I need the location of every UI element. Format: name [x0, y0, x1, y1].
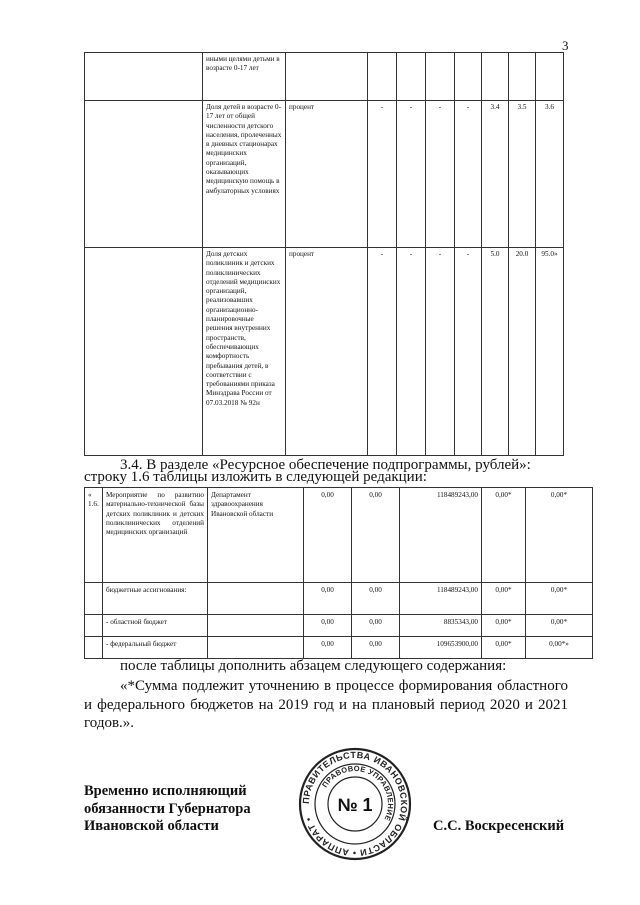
- unit-cell: процент: [286, 248, 368, 456]
- signatory-name: С.С. Воскресенский: [433, 818, 565, 834]
- table-row: [85, 488, 593, 583]
- section-heading-line2: строку 1.6 таблицы изложить в следующей редакции:: [84, 469, 427, 485]
- empty-cell: [85, 637, 103, 659]
- value-cell: 0,00: [304, 637, 352, 659]
- unit-cell: [286, 53, 368, 101]
- table-row: [85, 248, 564, 456]
- position-line: Временно исполняющий: [84, 783, 247, 799]
- value-cell: 118489243,00: [400, 488, 482, 583]
- value-cell: [482, 53, 509, 101]
- value-cell: 109653900,00: [400, 637, 482, 659]
- section-heading: 3.4. В разделе «Ресурсное обеспечение подпрограммы, рублей»:: [120, 457, 531, 473]
- value-cell: 0,00: [304, 583, 352, 615]
- value-cell: 0,00: [352, 488, 400, 583]
- empty-cell: [208, 615, 304, 637]
- seal-number: № 1: [337, 795, 373, 815]
- value-cell: 95.0»: [536, 248, 564, 456]
- value-cell: 3.4: [482, 101, 509, 248]
- empty-cell: [208, 583, 304, 615]
- unit-cell: процент: [286, 101, 368, 248]
- indicators-table: [84, 52, 564, 456]
- value-cell: 0,00: [352, 637, 400, 659]
- value-cell: 0,00*: [526, 583, 593, 615]
- table-row: [85, 583, 593, 615]
- value-cell: 0,00*»: [526, 637, 593, 659]
- indicator-cell: иными целями детьми в возрасте 0-17 лет: [203, 53, 286, 101]
- table-row: [85, 53, 564, 101]
- measure-cell: Мероприятие по развитию материально-технической базы детских поликлиник и детских поликлинических отделений медицинских организаций: [103, 488, 208, 583]
- value-cell: 0,00*: [526, 488, 593, 583]
- empty-cell: [85, 248, 203, 456]
- value-cell: 5.0: [482, 248, 509, 456]
- table-row: [85, 101, 564, 248]
- official-seal: [298, 747, 412, 861]
- value-cell: 0,00*: [482, 583, 526, 615]
- value-cell: [397, 53, 426, 101]
- value-cell: 0,00*: [526, 615, 593, 637]
- value-cell: 0,00: [352, 615, 400, 637]
- value-cell: [509, 53, 536, 101]
- value-cell: 3.5: [509, 101, 536, 248]
- after-table-instruction: после таблицы дополнить абзацем следующего содержания:: [120, 658, 507, 674]
- value-cell: -: [426, 101, 455, 248]
- value-cell: 0,00*: [482, 488, 526, 583]
- value-cell: -: [397, 101, 426, 248]
- seal-inner-text: ПРАВОВОЕ УПРАВЛЕНИЕ: [320, 763, 396, 823]
- signature-position: [84, 783, 251, 836]
- indicator-cell: Доля детей в возрасте 0-17 лет от общей численности детского населения, пролеченных в дневных стационарах медицинских организаций, оказывающих медицинскую помощь в амбулаторных условиях: [203, 101, 286, 248]
- table-row: [85, 637, 593, 659]
- position-line: Ивановской области: [84, 818, 219, 834]
- value-cell: -: [426, 248, 455, 456]
- empty-cell: [85, 583, 103, 615]
- empty-cell: [85, 615, 103, 637]
- footnote-paragraph: «*Сумма подлежит уточнению в процессе формирования областного и федерального бюджетов на 2019 год и на плановый период 2020 и 2021 годов.».: [84, 678, 568, 731]
- row-number-cell: « 1.6.: [85, 488, 103, 583]
- page-number: 3: [562, 38, 569, 53]
- seal-outer-text: ПРАВИТЕЛЬСТВА ИВАНОВСКОЙ ОБЛАСТИ • АППАРАТ •: [300, 749, 410, 859]
- value-cell: 0,00*: [482, 637, 526, 659]
- value-cell: [455, 53, 482, 101]
- value-cell: 0,00: [304, 615, 352, 637]
- value-cell: 20.0: [509, 248, 536, 456]
- empty-cell: [85, 53, 203, 101]
- sub-row-label: - федеральный бюджет: [103, 637, 208, 659]
- position-line: обязанности Губернатора: [84, 800, 251, 817]
- value-cell: 0,00: [304, 488, 352, 583]
- value-cell: 0,00*: [482, 615, 526, 637]
- value-cell: -: [455, 248, 482, 456]
- empty-cell: [85, 101, 203, 248]
- value-cell: 118489243,00: [400, 583, 482, 615]
- table-row: [85, 615, 593, 637]
- value-cell: 3.6: [536, 101, 564, 248]
- value-cell: 0,00: [352, 583, 400, 615]
- value-cell: -: [455, 101, 482, 248]
- value-cell: -: [368, 248, 397, 456]
- empty-cell: [208, 637, 304, 659]
- sub-row-label: - областной бюджет: [103, 615, 208, 637]
- value-cell: [368, 53, 397, 101]
- value-cell: -: [368, 101, 397, 248]
- value-cell: [426, 53, 455, 101]
- value-cell: [536, 53, 564, 101]
- indicator-cell: Доля детских поликлиник и детских поликлинических отделений медицинских организаций, реализовавших организационно-планировочные решения внутренних пространств, обеспечивающих комфортность пребывания детей, в соответствии с требованиями приказа Минздрава России от 07.03.2018 № 92н: [203, 248, 286, 456]
- sub-row-label: бюджетные ассигнования:: [103, 583, 208, 615]
- executor-cell: Департамент здравоохранения Ивановской области: [208, 488, 304, 583]
- value-cell: 8835343,00: [400, 615, 482, 637]
- value-cell: -: [397, 248, 426, 456]
- resource-table: [84, 487, 593, 659]
